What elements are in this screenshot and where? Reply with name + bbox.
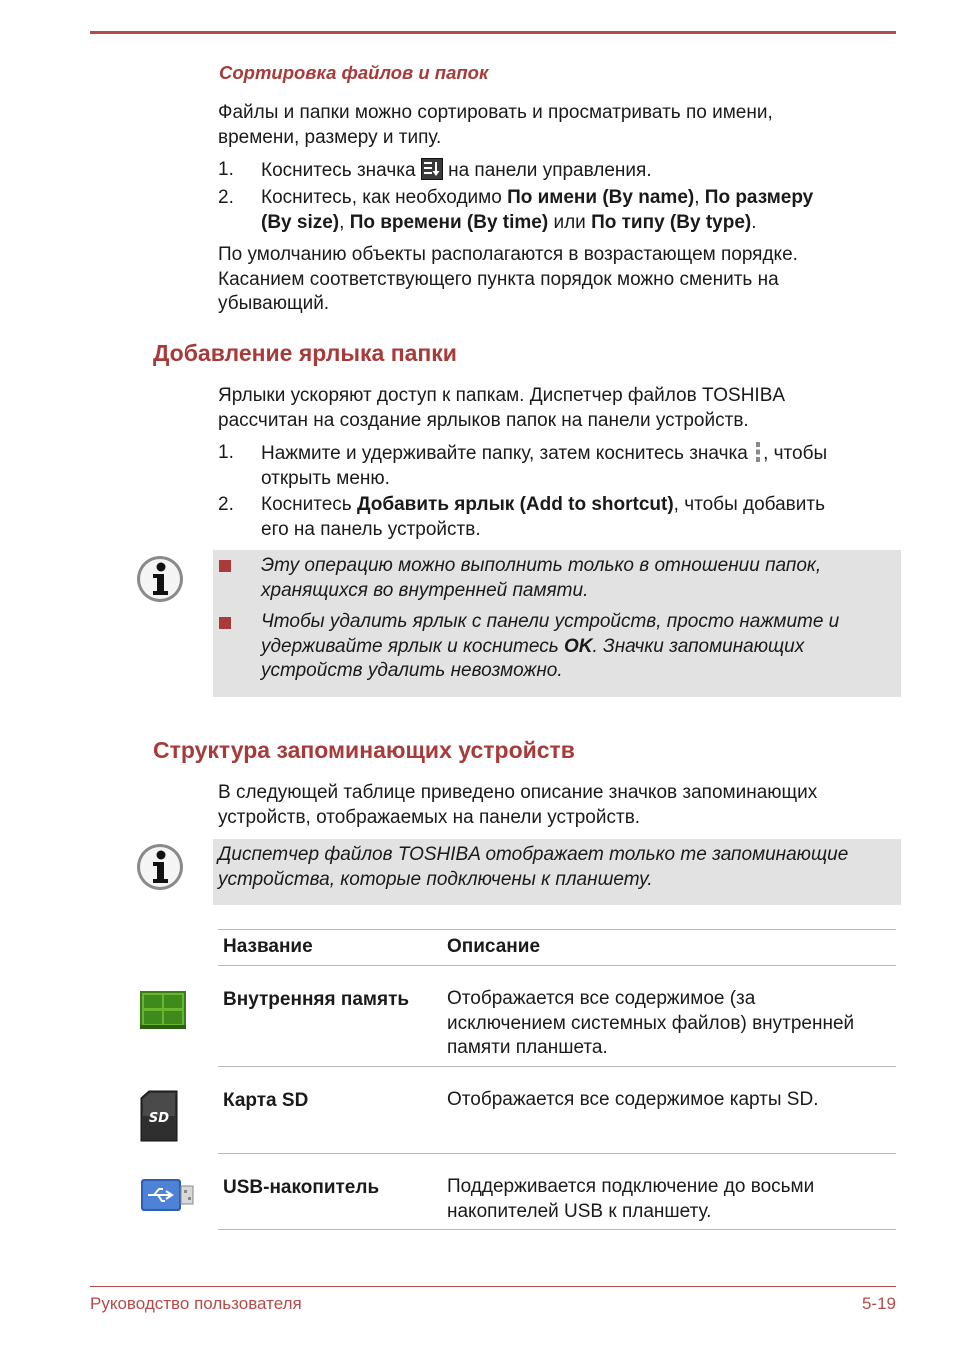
note-bullet-1 xyxy=(261,554,821,603)
text-line: устройства, которые подключены к планшету. xyxy=(218,868,653,890)
text: , чтобы xyxy=(763,443,828,464)
text: на панели управления. xyxy=(448,160,652,181)
text-line: Поддерживается подключение до восьми xyxy=(447,1176,815,1197)
sorting-intro xyxy=(218,101,773,150)
heading-storage-structure: Структура запоминающих устройств xyxy=(153,737,575,763)
internal-memory-icon xyxy=(140,991,186,1029)
text: , xyxy=(694,187,705,208)
note-bullet-2 xyxy=(261,610,839,684)
table-header-name: Название xyxy=(223,936,313,957)
text-line: Ярлыки ускоряют доступ к папкам. Диспетчер файлов TOSHIBA xyxy=(218,385,786,406)
sorting-outro xyxy=(218,243,798,317)
menu-dots-icon xyxy=(753,441,763,463)
option-by-size-en: (By size) xyxy=(261,211,340,233)
text: . xyxy=(751,211,757,233)
text-line: его на панель устройств. xyxy=(261,518,481,540)
storage-description xyxy=(447,1088,818,1113)
table-rule xyxy=(218,965,896,966)
text: удерживайте ярлык и коснитесь xyxy=(261,635,564,657)
table-bottom-rule xyxy=(218,1229,896,1230)
storage-name: Внутренняя память xyxy=(223,989,410,1010)
text-line: убывающий. xyxy=(218,293,330,314)
text: . Значки запоминающих xyxy=(592,635,805,657)
text-line: Файлы и папки можно сортировать и просматривать по имени, xyxy=(218,102,773,123)
text-line: устройств, отображаемых на панели устройств. xyxy=(218,806,641,828)
step-number: 2. xyxy=(218,494,234,515)
option-by-name: По имени (By name) xyxy=(507,187,695,208)
section-subheading-sorting: Сортировка файлов и папок xyxy=(219,62,489,83)
sorting-step-1 xyxy=(261,158,652,184)
info-icon xyxy=(136,555,184,603)
storage-intro xyxy=(218,781,817,830)
text-line: В следующей таблице приведено описание значков запоминающих xyxy=(218,782,818,803)
text: Коснитесь, как необходимо xyxy=(261,187,508,208)
shortcut-step-1 xyxy=(261,441,827,491)
shortcut-intro xyxy=(218,384,785,433)
text-line: исключением системных файлов) внутренней xyxy=(447,1012,855,1034)
storage-description xyxy=(447,987,854,1061)
storage-name: Карта SD xyxy=(223,1090,309,1111)
text-line: Эту операцию можно выполнить только в отношении папок, xyxy=(261,555,822,576)
step-number: 2. xyxy=(218,187,234,208)
text: , xyxy=(339,211,350,233)
top-rule xyxy=(90,31,896,34)
text-line: Чтобы удалить ярлык с панели устройств, просто нажмите и xyxy=(261,611,840,632)
table-rule xyxy=(218,1153,896,1154)
text-line: открыть меню. xyxy=(261,467,390,489)
text-line: памяти планшета. xyxy=(447,1037,608,1058)
text: , чтобы добавить xyxy=(673,494,825,515)
sorting-step-2 xyxy=(261,186,813,235)
text-line: По умолчанию объекты располагаются в возрастающем порядке. xyxy=(218,244,798,265)
note-storage-text xyxy=(218,843,848,892)
ok-label: OK xyxy=(563,635,593,657)
sd-card-icon xyxy=(140,1090,178,1142)
option-by-size: По размеру xyxy=(704,187,814,208)
text-line: Касанием соответствующего пункта порядок можно сменить на xyxy=(218,268,779,290)
text: или xyxy=(548,211,592,233)
footer-rule xyxy=(90,1286,896,1287)
text-line: накопителей USB к планшету. xyxy=(447,1200,712,1222)
svg-text:SD: SD xyxy=(148,1111,170,1126)
text-line: времени, размеру и типу. xyxy=(218,126,442,148)
page-number: 5-19 xyxy=(861,1294,896,1313)
text-line: Отображается все содержимое карты SD. xyxy=(447,1089,819,1110)
table-top-rule xyxy=(218,929,896,930)
option-add-shortcut: Добавить ярлык (Add to shortcut) xyxy=(356,494,674,515)
sort-icon xyxy=(421,158,443,180)
table-header-description: Описание xyxy=(447,936,541,957)
bullet-marker xyxy=(219,617,231,629)
shortcut-step-2 xyxy=(261,493,825,542)
option-by-type: По типу (By type) xyxy=(591,211,752,233)
text-line: устройств удалить невозможно. xyxy=(261,660,563,681)
storage-name: USB-накопитель xyxy=(223,1177,380,1198)
text: Коснитесь xyxy=(261,494,357,515)
storage-description xyxy=(447,1175,814,1224)
text-line: рассчитан на создание ярлыков папок на панели устройств. xyxy=(218,409,749,431)
note-box-storage xyxy=(213,839,901,905)
bullet-marker xyxy=(219,560,231,572)
heading-add-shortcut: Добавление ярлыка папки xyxy=(153,340,457,366)
usb-drive-icon xyxy=(140,1178,194,1212)
step-number: 1. xyxy=(218,159,234,180)
footer-title: Руководство пользователя xyxy=(90,1294,302,1313)
table-rule xyxy=(218,1066,896,1067)
text: Нажмите и удерживайте папку, затем коснитесь значка xyxy=(261,443,748,464)
info-icon xyxy=(136,843,184,891)
step-number: 1. xyxy=(218,442,234,463)
option-by-time: По времени (By time) xyxy=(349,211,549,233)
text-line: хранящихся во внутренней памяти. xyxy=(261,579,589,601)
text: Коснитесь значка xyxy=(261,160,416,181)
text-line: Отображается все содержимое (за xyxy=(447,988,756,1009)
text-line: Диспетчер файлов TOSHIBA отображает только те запоминающие xyxy=(218,844,849,865)
note-box-shortcut xyxy=(213,550,901,697)
